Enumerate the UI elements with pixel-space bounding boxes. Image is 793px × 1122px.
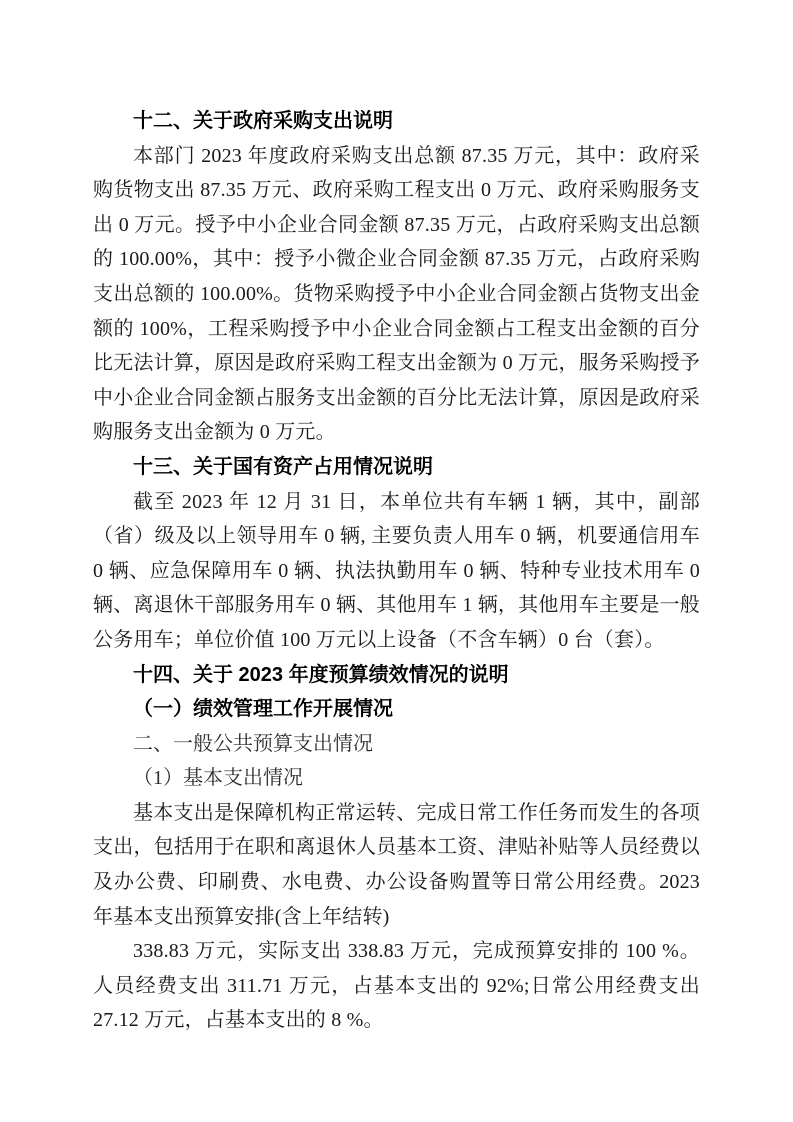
paragraph-basic-expenditure-figures: 338.83 万元，实际支出 338.83 万元，完成预算安排的 100 %。人员经费支出 311.71 万元，占基本支出的 92%;日常公用经费支出 27.12 万元，占基本支出的 8 %。 [93,940,700,1032]
subitem-general-public-budget-expenditure: 二、一般公共预算支出情况 [133,732,373,755]
section-heading-government-procurement: 十二、关于政府采购支出说明 [133,110,393,132]
section-heading-budget-performance: 十四、关于 2023 年度预算绩效情况的说明 [133,663,509,686]
paragraph-state-assets: 截至 2023 年 12 月 31 日，本单位共有车辆 1 辆，其中，副部（省）级及以上领导用车 0 辆, 主要负责人用车 0 辆，机要通信用车 0 辆、应急保障用车 0 辆、执法执勤用车 0 辆、特种专业技术用车 0 辆、离退休干部服务用车 0 辆、其他用车 1 辆，其他用车主要是一般公务用车；单位价值 100 万元以上设备（不含车辆）0 台（套）。 [93,490,700,651]
section-heading-state-assets: 十三、关于国有资产占用情况说明 [133,455,433,478]
document-content [93,104,700,1038]
paragraph-basic-expenditure-definition: 基本支出是保障机构正常运转、完成日常工作任务而发生的各项支出，包括用于在职和离退休人员基本工资、津贴补贴等人员经费以及办公费、印刷费、水电费、办公设备购置等日常公用经费。2023 年基本支出预算安排(含上年结转) [93,801,700,928]
subheading-performance-management: （一）绩效管理工作开展情况 [133,698,393,721]
subitem-basic-expenditure: （1）基本支出情况 [133,767,303,790]
paragraph-government-procurement: 本部门 2023 年度政府采购支出总额 87.35 万元，其中：政府采购货物支出 87.35 万元、政府采购工程支出 0 万元、政府采购服务支出 0 万元。授予中小企业合同金额 87.35 万元，占政府采购支出总额的 100.00%，其中：授予小微企业合同金额 87.35 万元，占政府采购支出总额的 100.00%。货物采购授予中小企业合同金额占货物支出金额的 100%，工程采购授予中小企业合同金额占工程支出金额的百分比无法计算，原因是政府采购工程支出金额为 0 万元，服务采购授予中小企业合同金额占服务支出金额的百分比无法计算，原因是政府采购服务支出金额为 0 万元。 [93,144,700,444]
